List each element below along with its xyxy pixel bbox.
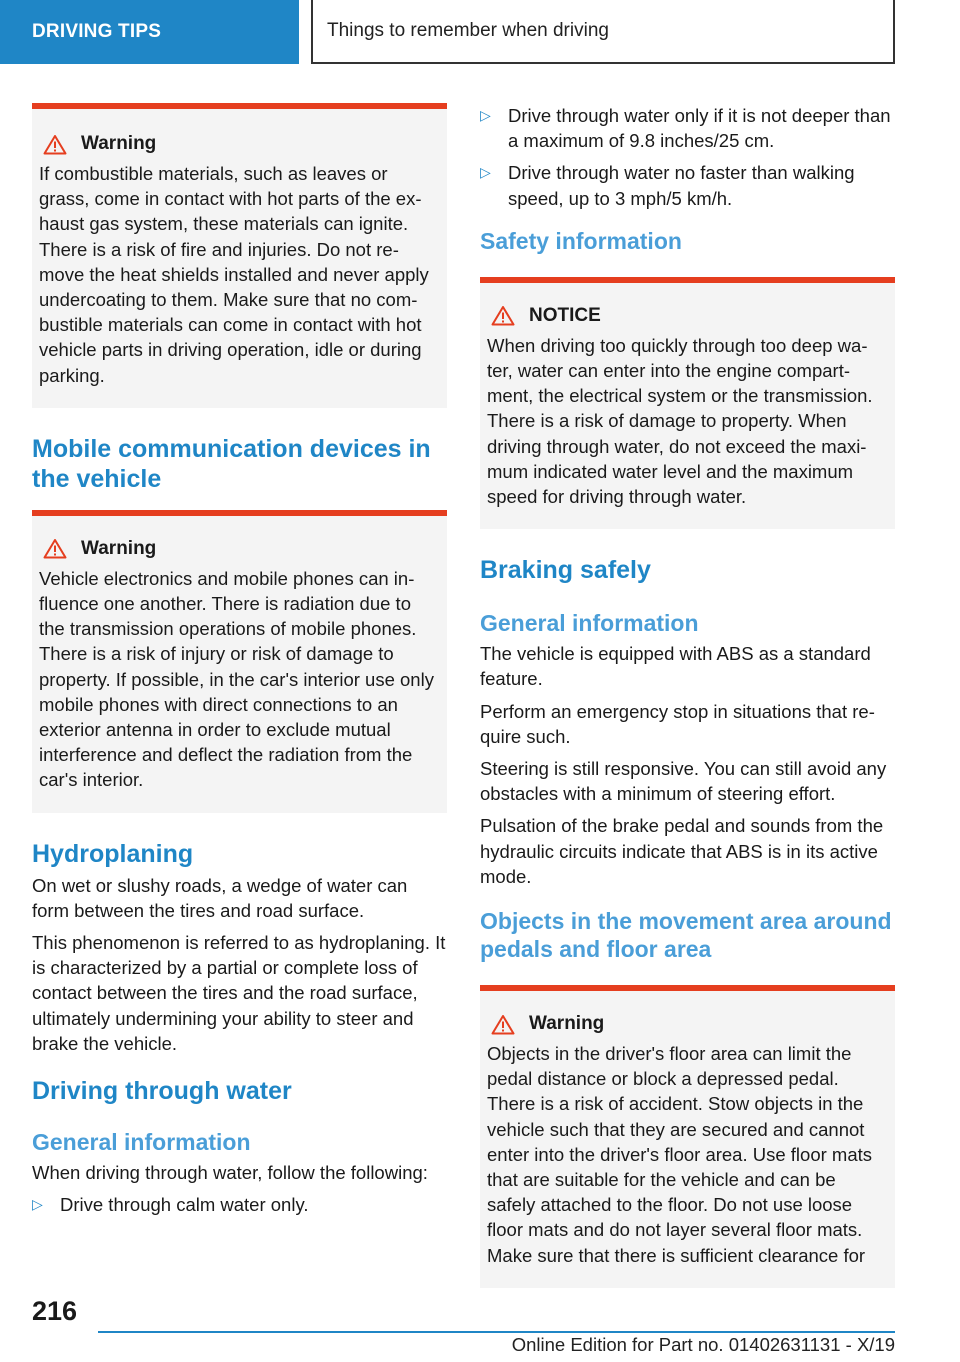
paragraph: Perform an emergency stop in situations that re-quire such. bbox=[480, 700, 875, 747]
warning-box-combustible bbox=[32, 103, 447, 408]
warning-text: Vehicle electronics and mobile phones can in-fluence one another. There is radiation due to the transmission operations of mobile phones. There is a risk of injury or risk of damage to property. If possible, in the car's interior use only mobile phones with direct connections to an exterior antenna in order to exclude mutual interference and deflect the radiation from the car's interior. bbox=[39, 567, 434, 791]
warning-triangle-icon bbox=[491, 1014, 515, 1035]
warning-text: If combustible materials, such as leaves or grass, come in contact with hot parts of the ex-haust gas system, these materials can ignite. There is a risk of fire and injuries. Do not re-move the heat shields installed and never apply undercoating to them. Make sure that no com-bustible materials can come in contact with hot vehicle parts in driving operation, idle or during parking. bbox=[39, 163, 429, 386]
bullet-arrow-icon: ▷ bbox=[480, 164, 491, 181]
notice-box-water bbox=[480, 277, 895, 529]
footer-divider bbox=[98, 1331, 895, 1333]
warning-box-mobile bbox=[32, 510, 447, 813]
paragraph: Pulsation of the brake pedal and sounds from the hydraulic circuits indicate that ABS is in its active mode. bbox=[480, 815, 884, 887]
paragraph: Steering is still responsive. You can still avoid any obstacles with a minimum of steering effort. bbox=[480, 758, 887, 805]
list-item-text: Drive through water only if it is not deeper than a maximum of 9.8 inches/25 cm. bbox=[508, 105, 891, 152]
warning-heading bbox=[39, 538, 440, 560]
paragraph: The vehicle is equipped with ABS as a standard feature. bbox=[480, 643, 871, 690]
footer-edition: Online Edition for Part no. 01402631131 - X/19 bbox=[511, 1334, 895, 1355]
page-number: 216 bbox=[32, 1296, 78, 1326]
bullet-arrow-icon: ▷ bbox=[480, 107, 491, 123]
paragraph: On wet or slushy roads, a wedge of water can form between the tires and road surface. bbox=[32, 874, 408, 921]
right-column bbox=[480, 103, 895, 1288]
warning-triangle-icon bbox=[491, 305, 515, 326]
subheading-general-information: General information bbox=[480, 610, 699, 637]
left-column bbox=[32, 103, 447, 1224]
subheading-objects-pedal-area: Objects in the movement area around pedals and floor area bbox=[480, 908, 892, 963]
warning-heading bbox=[39, 133, 440, 155]
warning-text: Objects in the driver's floor area can limit the pedal distance or block a depressed pedal. There is a risk of accident. Stow objects in the vehicle such that they are secured and cannot enter into the driver's floor area. Use floor mats that are suitable for the vehicle and can be safely attached to the floor. Do not use loose floor mats and do not layer several floor mats. Make sure that there is sufficient clearance for bbox=[487, 1043, 873, 1266]
bullet-list bbox=[480, 103, 895, 211]
list-item-text: Drive through calm water only. bbox=[60, 1194, 309, 1216]
warning-triangle-icon bbox=[43, 134, 67, 155]
paragraph: When driving through water, follow the following: bbox=[32, 1162, 428, 1184]
list-item bbox=[480, 103, 895, 153]
notice-heading bbox=[487, 305, 888, 327]
heading-hydroplaning: Hydroplaning bbox=[32, 839, 194, 868]
list-item bbox=[32, 1192, 447, 1217]
subheading-general-information: General information bbox=[32, 1129, 251, 1156]
warning-label: Warning bbox=[529, 1013, 605, 1035]
heading-braking-safely: Braking safely bbox=[480, 556, 651, 585]
bullet-list bbox=[32, 1192, 447, 1217]
section-tab bbox=[0, 0, 299, 64]
notice-label: NOTICE bbox=[529, 304, 601, 326]
list-item bbox=[480, 160, 895, 210]
chapter-title-box bbox=[311, 0, 895, 64]
list-item-text: Drive through water no faster than walking speed, up to 3 mph/5 km/h. bbox=[508, 162, 855, 209]
subheading-safety-information: Safety information bbox=[480, 227, 682, 254]
warning-heading bbox=[487, 1013, 888, 1035]
warning-label: Warning bbox=[81, 133, 157, 154]
chapter-title: Things to remember when driving bbox=[327, 20, 609, 41]
warning-triangle-icon bbox=[43, 538, 67, 559]
warning-label: Warning bbox=[81, 537, 157, 559]
section-label: DRIVING TIPS bbox=[32, 21, 162, 42]
warning-box-objects bbox=[480, 985, 895, 1288]
paragraph: This phenomenon is referred to as hydroplaning. It is characterized by a partial or complete loss of contact between the tires and the road surface, ultimately undermining your ability to steer and brake the vehicle. bbox=[32, 932, 446, 1054]
heading-mobile-devices: Mobile communication devices in the vehicle bbox=[32, 434, 431, 493]
heading-driving-through-water: Driving through water bbox=[32, 1077, 292, 1106]
notice-text: When driving too quickly through too deep wa-ter, water can enter into the engine compart-ment, the electrical system or the transmission. There is a risk of damage to property. When driving through water, do not exceed the maxi-mum indicated water level and the maximum speed for driving through water. bbox=[487, 334, 873, 508]
bullet-arrow-icon: ▷ bbox=[32, 1196, 43, 1213]
